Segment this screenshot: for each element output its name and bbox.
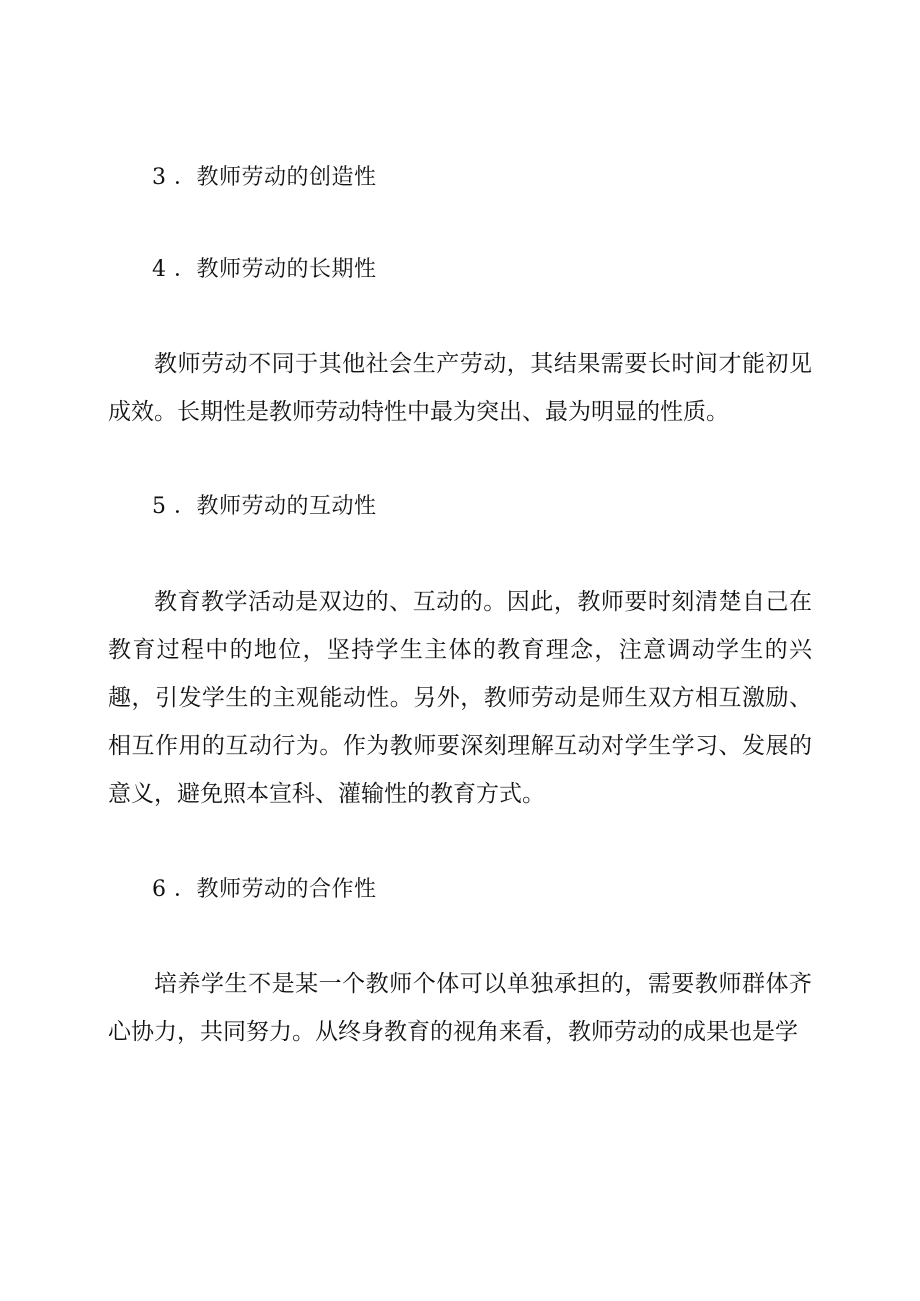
section-heading-3: 3 ．教师劳动的创造性: [152, 165, 377, 190]
section-heading-4: 4 ．教师劳动的长期性: [152, 257, 377, 282]
section-paragraph-4: 教师劳动不同于其他社会生产劳动，其结果需要长时间才能初见成效。长期性是教师劳动特性中最为突出、最为明显的性质。: [108, 351, 812, 425]
section-paragraph-5: 教育教学活动是双边的、互动的。因此，教师要时刻清楚自己在教育过程中的地位，坚持学生主体的教育理念，注意调动学生的兴趣，引发学生的主观能动性。另外，教师劳动是师生双方相互激励、相互作用的互动行为。作为教师要深刻理解互动对学生学习、发展的意义，避免照本宣科、灌输性的教育方式。: [108, 589, 812, 807]
section-heading-5: 5 ．教师劳动的互动性: [152, 494, 377, 519]
section-heading-6: 6 ．教师劳动的合作性: [152, 877, 377, 902]
section-paragraph-6: 培养学生不是某一个教师个体可以单独承担的，需要教师群体齐心协力，共同努力。从终身教育的视角来看，教师劳动的成果也是学: [108, 971, 812, 1045]
